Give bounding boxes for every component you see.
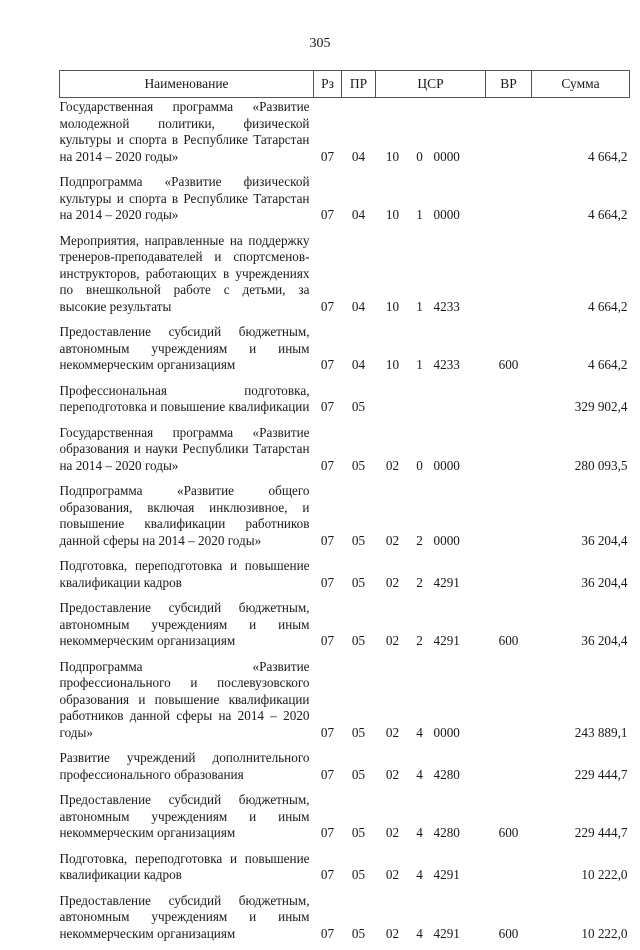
cell-csr-part3: 4280 (430, 749, 486, 791)
cell-csr-part2: 4 (410, 791, 430, 850)
cell-vr (486, 658, 532, 750)
cell-rz: 07 (314, 658, 342, 750)
cell-pr: 05 (342, 482, 376, 557)
cell-rz: 07 (314, 482, 342, 557)
cell-csr-part3: 4291 (430, 892, 486, 950)
cell-name: Подготовка, переподготовка и повышение квалификации кадров (60, 557, 314, 599)
cell-vr (486, 850, 532, 892)
budget-table (59, 70, 630, 950)
table-row (60, 232, 630, 324)
table-row (60, 749, 630, 791)
cell-vr: 600 (486, 599, 532, 658)
cell-rz: 07 (314, 749, 342, 791)
cell-csr-part3: 4233 (430, 323, 486, 382)
header-pr: ПР (342, 71, 376, 98)
cell-sum: 36 204,4 (532, 482, 630, 557)
cell-csr-part3 (430, 382, 486, 424)
cell-vr (486, 749, 532, 791)
cell-csr-part3: 0000 (430, 98, 486, 174)
table-row (60, 850, 630, 892)
cell-sum: 36 204,4 (532, 599, 630, 658)
cell-csr-part2: 0 (410, 424, 430, 483)
cell-csr-part1: 02 (376, 599, 410, 658)
cell-csr-part3: 4291 (430, 850, 486, 892)
cell-sum: 4 664,2 (532, 98, 630, 174)
cell-pr: 05 (342, 382, 376, 424)
cell-csr-part1 (376, 382, 410, 424)
cell-name: Государственная программа «Развитие образования и науки Республики Татарстан на 2014 – 2020 годы» (60, 424, 314, 483)
cell-name: Профессиональная подготовка, переподготовка и повышение квалификации (60, 382, 314, 424)
cell-sum: 243 889,1 (532, 658, 630, 750)
header-csr: ЦСР (376, 71, 486, 98)
cell-rz: 07 (314, 382, 342, 424)
table-row (60, 791, 630, 850)
cell-pr: 05 (342, 850, 376, 892)
cell-csr-part2 (410, 382, 430, 424)
cell-csr-part2: 2 (410, 599, 430, 658)
cell-pr: 05 (342, 791, 376, 850)
cell-csr-part1: 10 (376, 98, 410, 174)
cell-csr-part2: 2 (410, 557, 430, 599)
cell-csr-part2: 1 (410, 232, 430, 324)
cell-vr (486, 173, 532, 232)
cell-rz: 07 (314, 232, 342, 324)
cell-name: Предоставление субсидий бюджетным, автономным учреждениям и иным некоммерческим организациям (60, 323, 314, 382)
cell-csr-part1: 02 (376, 658, 410, 750)
cell-vr (486, 557, 532, 599)
cell-csr-part2: 2 (410, 482, 430, 557)
cell-csr-part3: 0000 (430, 658, 486, 750)
cell-vr (486, 482, 532, 557)
cell-rz: 07 (314, 791, 342, 850)
cell-sum: 4 664,2 (532, 173, 630, 232)
cell-pr: 05 (342, 599, 376, 658)
cell-csr-part1: 02 (376, 749, 410, 791)
cell-csr-part3: 4280 (430, 791, 486, 850)
cell-name: Подпрограмма «Развитие общего образования, включая инклюзивное, и повышение квалификации работников данной сферы на 2014 – 2020 годы» (60, 482, 314, 557)
cell-rz: 07 (314, 599, 342, 658)
cell-sum: 10 222,0 (532, 892, 630, 950)
cell-rz: 07 (314, 892, 342, 950)
cell-csr-part2: 4 (410, 892, 430, 950)
cell-sum: 229 444,7 (532, 749, 630, 791)
cell-name: Предоставление субсидий бюджетным, автономным учреждениям и иным некоммерческим организациям (60, 791, 314, 850)
cell-name: Подготовка, переподготовка и повышение квалификации кадров (60, 850, 314, 892)
table-row (60, 98, 630, 174)
table-row (60, 482, 630, 557)
table-row (60, 557, 630, 599)
cell-vr: 600 (486, 323, 532, 382)
cell-csr-part1: 10 (376, 173, 410, 232)
cell-name: Предоставление субсидий бюджетным, автономным учреждениям и иным некоммерческим организациям (60, 599, 314, 658)
cell-csr-part3: 0000 (430, 173, 486, 232)
cell-csr-part2: 4 (410, 658, 430, 750)
cell-csr-part1: 02 (376, 557, 410, 599)
cell-name: Подпрограмма «Развитие физической культуры и спорта в Республике Татарстан на 2014 – 2020 годы» (60, 173, 314, 232)
cell-vr: 600 (486, 892, 532, 950)
cell-sum: 10 222,0 (532, 850, 630, 892)
cell-pr: 04 (342, 232, 376, 324)
cell-pr: 04 (342, 98, 376, 174)
cell-csr-part3: 4291 (430, 557, 486, 599)
page-number: 305 (0, 36, 640, 52)
cell-csr-part3: 0000 (430, 482, 486, 557)
cell-csr-part1: 02 (376, 424, 410, 483)
cell-rz: 07 (314, 173, 342, 232)
cell-sum: 4 664,2 (532, 323, 630, 382)
cell-vr (486, 98, 532, 174)
cell-csr-part3: 0000 (430, 424, 486, 483)
cell-pr: 05 (342, 892, 376, 950)
cell-rz: 07 (314, 424, 342, 483)
cell-pr: 05 (342, 557, 376, 599)
cell-name: Подпрограмма «Развитие профессионального и послевузовского образования и повышение квалификации работников данной сферы на 2014 – 2020 годы» (60, 658, 314, 750)
table-header-row (60, 71, 630, 98)
cell-csr-part1: 02 (376, 850, 410, 892)
cell-csr-part2: 4 (410, 850, 430, 892)
cell-csr-part1: 10 (376, 232, 410, 324)
cell-rz: 07 (314, 323, 342, 382)
cell-rz: 07 (314, 557, 342, 599)
table-row (60, 382, 630, 424)
cell-csr-part3: 4291 (430, 599, 486, 658)
header-sum: Сумма (532, 71, 630, 98)
cell-csr-part1: 02 (376, 482, 410, 557)
header-rz: Рз (314, 71, 342, 98)
cell-pr: 04 (342, 173, 376, 232)
cell-csr-part1: 02 (376, 892, 410, 950)
cell-pr: 05 (342, 658, 376, 750)
cell-vr (486, 232, 532, 324)
cell-sum: 229 444,7 (532, 791, 630, 850)
cell-csr-part1: 10 (376, 323, 410, 382)
cell-csr-part1: 02 (376, 791, 410, 850)
cell-name: Государственная программа «Развитие молодежной политики, физической культуры и спорта в Республике Татарстан на 2014 – 2020 годы» (60, 98, 314, 174)
table-row (60, 323, 630, 382)
cell-vr: 600 (486, 791, 532, 850)
cell-name: Предоставление субсидий бюджетным, автономным учреждениям и иным некоммерческим организациям (60, 892, 314, 950)
cell-pr: 05 (342, 749, 376, 791)
table-row (60, 424, 630, 483)
cell-rz: 07 (314, 850, 342, 892)
cell-csr-part3: 4233 (430, 232, 486, 324)
cell-vr (486, 382, 532, 424)
cell-sum: 4 664,2 (532, 232, 630, 324)
table-row (60, 173, 630, 232)
cell-sum: 280 093,5 (532, 424, 630, 483)
cell-rz: 07 (314, 98, 342, 174)
table-row (60, 892, 630, 950)
cell-csr-part2: 1 (410, 173, 430, 232)
cell-csr-part2: 1 (410, 323, 430, 382)
cell-name: Мероприятия, направленные на поддержку тренеров-преподавателей и спортсменов-инструкторов, работающих в учреждениях по внешкольной работе с детьми, за высокие результаты (60, 232, 314, 324)
cell-csr-part2: 4 (410, 749, 430, 791)
table-row (60, 658, 630, 750)
header-vr: ВР (486, 71, 532, 98)
cell-vr (486, 424, 532, 483)
header-name: Наименование (60, 71, 314, 98)
cell-sum: 329 902,4 (532, 382, 630, 424)
cell-pr: 04 (342, 323, 376, 382)
cell-sum: 36 204,4 (532, 557, 630, 599)
cell-csr-part2: 0 (410, 98, 430, 174)
cell-pr: 05 (342, 424, 376, 483)
cell-name: Развитие учреждений дополнительного профессионального образования (60, 749, 314, 791)
table-row (60, 599, 630, 658)
